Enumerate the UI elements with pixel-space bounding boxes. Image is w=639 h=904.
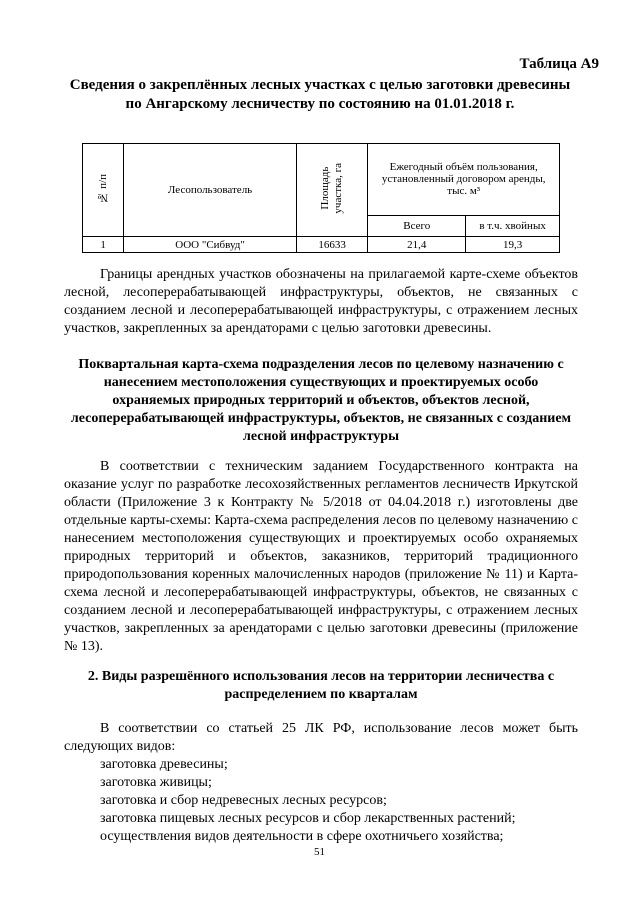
list-item: заготовка древесины; [100,757,228,772]
header-user: Лесопользователь [167,184,253,196]
header-num: № п/п [96,173,109,204]
paragraph-borders: Границы арендных участков обозначены на прилагаемой карте-схеме объектов лесной, лесоперерабатывающей инфраструктуры, объектов, не связанных с созданием лесной и лесоперерабатывающей инфраструктуры, с отражением лесных участков, закрепленных за арендаторами с целью заготовки древесины. [64,267,578,336]
list-item: осуществления видов деятельности в сфере охотничьего хозяйства; [100,829,504,844]
header-user-cell [124,144,296,237]
list-item: заготовка пищевых лесных ресурсов и сбор лекарственных растений; [100,811,516,826]
table-caption: Сведения о закреплённых лесных участках с целью заготовки древесины по Ангарскому лесничеству по состоянию на 01.01.2018 г. [69,77,571,112]
paragraph-contract: В соответствии с техническим заданием Государственного контракта на оказание услуг по разработке лесохозяйственных регламентов лесничеств Иркутской области (Приложение 3 к Контракту № 5/2018 от 04.04.2018 г.) изготовлены две отдельные карты-схемы: Карта-схема распределения лесов по целевому назначению с нанесением местоположения существующих и проектируемых особо охраняемых природных территорий и объектов, заказников, территорий традиционного природопользования коренных малочисленных народов (приложение № 11) и Карта-схема лесной и лесоперерабатывающей инфраструктуры, объектов, не связанных с созданием лесной и лесоперерабатывающей инфраструктуры, с отражением лесных участков, закрепленных за арендаторами с целью заготовки древесины (приложение № 13). [64,459,578,654]
paragraph-usage: В соответствии со статьей 25 ЛК РФ, использование лесов может быть следующих видов: [64,721,578,754]
header-total-cell [368,215,466,236]
lease-table [82,143,560,253]
section-heading-2: 2. Виды разрешённого использования лесов на территории лесничества с распределением по кварталам [87,669,555,702]
header-volume: Ежегодный объём пользования, установленный договором аренды, тыс. м³ [381,161,546,198]
page-number: 51 [314,846,325,858]
row-total: 21,4 [368,237,466,253]
header-total: Всего [403,219,431,232]
header-area-cell [296,144,368,237]
header-volume-cell [368,144,560,216]
row-num: 1 [83,237,124,253]
header-num-cell [83,144,124,237]
row-conifer: 19,3 [466,237,560,253]
table-label: Таблица А9 [519,56,599,72]
header-conifer-cell [466,215,560,236]
header-area: Площадь участка, га [319,163,345,214]
section-heading-map: Поквартальная карта-схема подразделения лесов по целевому назначению с нанесением местоположения существующих и проектируемых особо охраняемых природных территорий и объектов, объектов лесной, лесоперерабатывающей инфраструктуры, объектов, не связанных с созданием лесной инфраструктуры [70,357,572,444]
list-item: заготовка живицы; [100,775,212,790]
table-row [83,237,560,253]
header-conifer: в т.ч. хвойных [479,219,546,232]
row-user: ООО "Сибвуд" [124,237,296,253]
list-item: заготовка и сбор недревесных лесных ресурсов; [100,793,387,808]
row-area: 16633 [296,237,368,253]
